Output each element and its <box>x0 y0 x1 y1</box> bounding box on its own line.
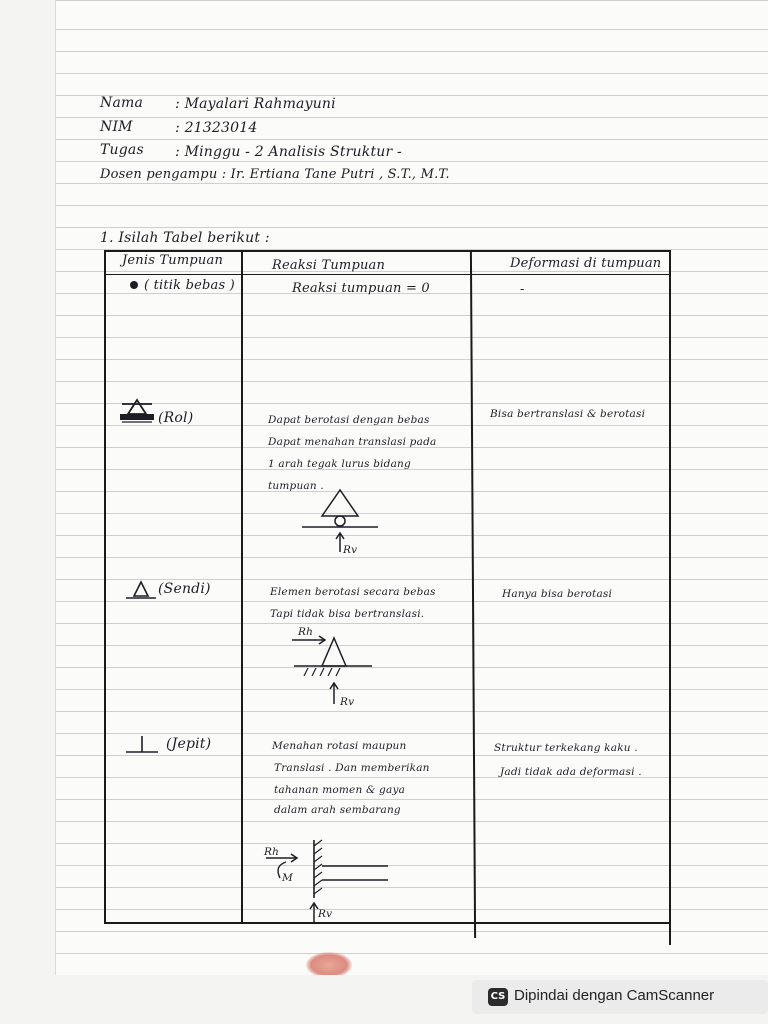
pin-rh-label: Rh <box>298 626 314 638</box>
camscanner-logo-icon: CS <box>488 988 508 1006</box>
table-top-border <box>104 250 671 252</box>
fixed-m-label: M <box>282 872 293 884</box>
table-right-border <box>669 250 671 945</box>
row3-jenis: (Sendi) <box>158 581 211 597</box>
pin-support-icon <box>124 578 158 602</box>
row4-deformasi-line2: Jadi tidak ada deformasi . <box>500 766 642 778</box>
tugas-label: Tugas <box>100 142 144 158</box>
row1-reaksi: Reaksi tumpuan = 0 <box>292 281 430 296</box>
roller-support-icon <box>118 398 158 428</box>
table-col-divider-1 <box>241 250 243 924</box>
row3-deformasi: Hanya bisa berotasi <box>502 588 613 600</box>
row4-reaksi-line4: dalam arah sembarang <box>274 804 401 816</box>
nama-label: Nama <box>100 95 144 111</box>
header-jenis: Jenis Tumpuan <box>122 253 224 268</box>
pin-diagram <box>288 634 384 710</box>
header-reaksi: Reaksi Tumpuan <box>272 258 386 273</box>
page-edge <box>55 0 56 975</box>
fixed-support-icon <box>124 734 160 756</box>
row3-reaksi-line1: Elemen berotasi secara bebas <box>270 586 436 598</box>
row4-reaksi-line1: Menahan rotasi maupun <box>272 740 407 752</box>
row4-reaksi-line3: tahanan momen & gaya <box>274 784 406 796</box>
camscanner-text: Dipindai dengan CamScanner <box>514 987 715 1004</box>
free-point-icon <box>130 281 138 289</box>
row2-deformasi: Bisa bertranslasi & berotasi <box>490 408 646 420</box>
row2-reaksi-line4: tumpuan . <box>268 480 324 492</box>
row2-reaksi-line1: Dapat berotasi dengan bebas <box>268 414 430 426</box>
question-text: 1. Isilah Tabel berikut : <box>100 230 270 246</box>
pin-rv-label: Rv <box>340 696 355 708</box>
row4-reaksi-line2: Translasi . Dan memberikan <box>274 762 430 774</box>
table-left-border <box>104 250 106 924</box>
row2-reaksi-line3: 1 arah tegak lurus bidang <box>268 458 411 470</box>
row3-reaksi-line2: Tapi tidak bisa bertranslasi. <box>270 608 425 620</box>
fixed-rv-label: Rv <box>318 908 333 920</box>
row1-jenis: ( titik bebas ) <box>144 278 235 293</box>
nama-value: : Mayalari Rahmayuni <box>175 96 336 112</box>
row1-deformasi: - <box>520 282 525 297</box>
nim-value: : 21323014 <box>175 120 258 136</box>
header-deformasi: Deformasi di tumpuan <box>510 256 662 271</box>
fixed-rh-label: Rh <box>264 846 280 858</box>
nim-label: NIM <box>100 119 133 135</box>
notebook-page <box>55 0 768 975</box>
row2-jenis: (Rol) <box>158 410 194 426</box>
row2-reaksi-line2: Dapat menahan translasi pada <box>268 436 437 448</box>
tugas-value: : Minggu - 2 Analisis Struktur - <box>175 144 402 160</box>
table-header-divider <box>104 274 671 275</box>
roller-rv-label: Rv <box>343 544 358 556</box>
dosen-line: Dosen pengampu : Ir. Ertiana Tane Putri , S.T., M.T. <box>100 167 450 182</box>
row4-deformasi-line1: Struktur terkekang kaku . <box>494 742 638 754</box>
row4-jenis: (Jepit) <box>166 736 212 752</box>
